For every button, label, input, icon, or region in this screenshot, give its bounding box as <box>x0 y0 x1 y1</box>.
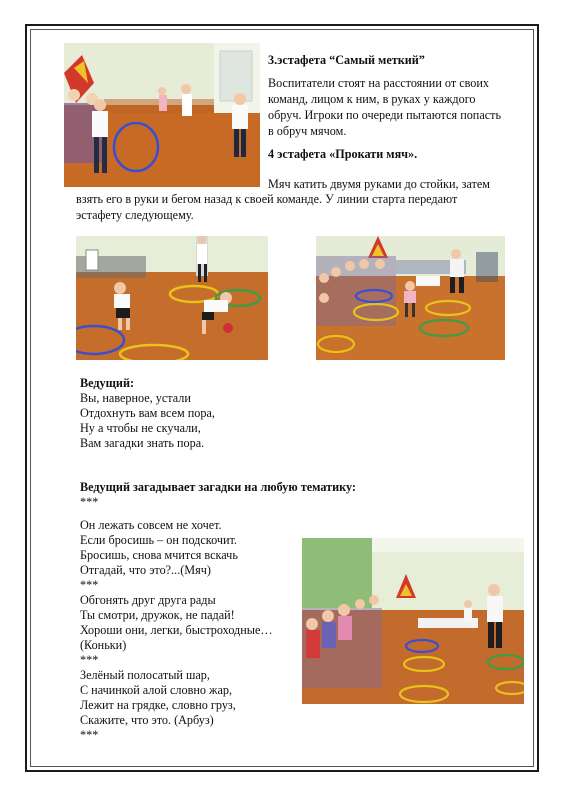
riddle-line: Хороши они, легки, быстроходные… <box>80 623 273 637</box>
riddle-line: Обгонять друг друга рады <box>80 593 216 607</box>
relay3-title: 3.эстафета “Самый меткий” <box>268 53 425 67</box>
riddle-line: Зелёный полосатый шар, <box>80 668 210 682</box>
relay3-line: команд, лицом к ним, в руках у каждого <box>268 92 476 106</box>
riddle-line: *** <box>80 728 99 742</box>
host-line: Отдохнуть вам всем пора, <box>80 406 215 420</box>
riddle-line: *** <box>80 495 99 509</box>
riddle-line: Он лежать совсем не хочет. <box>80 518 222 532</box>
host-label: Ведущий: <box>80 376 135 390</box>
relay4-title: 4 эстафета «Прокати мяч». <box>268 147 418 161</box>
photo-relay-hoop-throw <box>64 43 260 187</box>
riddles-heading: Ведущий загадывает загадки на любую тематику: <box>80 480 356 494</box>
host-line: Вы, наверное, устали <box>80 391 191 405</box>
riddle-line: (Коньки) <box>80 638 127 652</box>
riddle-line: Отгадай, что это?...(Мяч) <box>80 563 211 577</box>
relay3-line: в обруч мячом. <box>268 124 347 138</box>
riddle-line: *** <box>80 578 99 592</box>
relay3-line: Воспитатели стоят на расстоянии от своих <box>268 76 489 90</box>
host-line: Ну а чтобы не скучали, <box>80 421 201 435</box>
relay4-line: Мяч катить двумя руками до стойки, затем <box>268 177 490 191</box>
relay4-line: взять его в руки и бегом назад к своей команде. У линии старта передают <box>76 192 458 206</box>
photo-group-with-teacher <box>302 538 524 704</box>
relay3-line: обруч. Игроки по очереди пытаются попасть <box>268 108 502 122</box>
riddle-line: *** <box>80 653 99 667</box>
riddle-line: Скажите, что это. (Арбуз) <box>80 713 214 727</box>
riddle-line: Бросишь, снова мчится вскачь <box>80 548 238 562</box>
relay4-line: эстафету следующему. <box>76 208 194 222</box>
photo-rolling-ball-right <box>316 236 505 360</box>
riddle-line: Лежит на грядке, словно груз, <box>80 698 236 712</box>
riddle-line: Если бросишь – он подскочит. <box>80 533 237 547</box>
photo-rolling-ball-left <box>76 236 268 360</box>
riddle-line: С начинкой алой словно жар, <box>80 683 232 697</box>
riddle-line: Ты смотри, дружок, не падай! <box>80 608 235 622</box>
host-line: Вам загадки знать пора. <box>80 436 205 450</box>
